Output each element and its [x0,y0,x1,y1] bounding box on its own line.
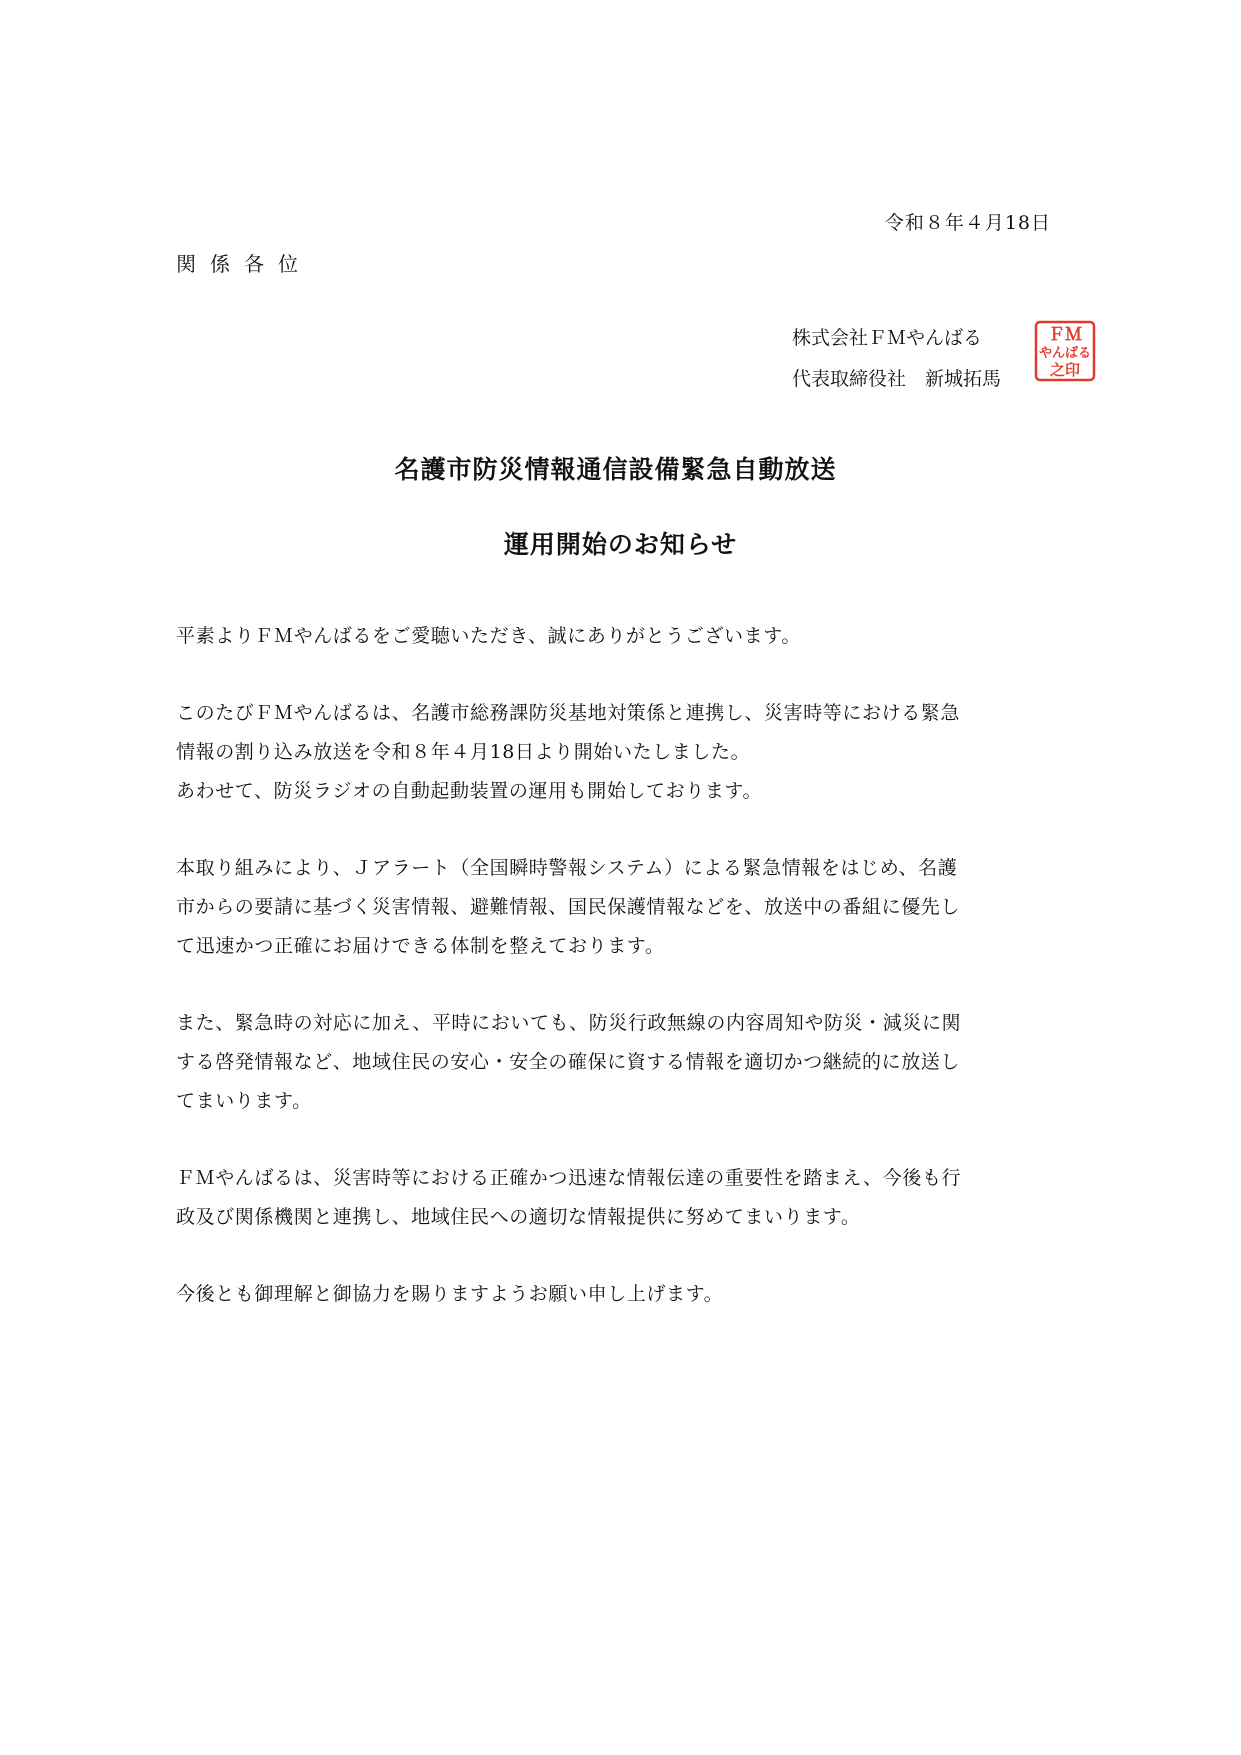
body-line: 今後とも御理解と御協力を賜りますようお願い申し上げます。 [176,1283,724,1305]
body-paragraph [176,1004,1056,1121]
body-line: する啓発情報など、地域住民の安心・安全の確保に資する情報を適切かつ継続的に放送し [176,1051,961,1073]
sender-company: 株式会社ＦＭやんばる [792,327,983,349]
body-paragraph [176,694,1056,811]
addressee: 関係各位 [176,252,312,276]
seal-text-top: ＦＭ [1048,325,1082,345]
body-line: 平素よりＦＭやんばるをご愛聴いただき、誠にありがとうございます。 [176,625,801,647]
document-title-line1: 名護市防災情報通信設備緊急自動放送 [394,455,837,484]
body-line: 政及び関係機関と連携し、地域住民への適切な情報提供に努めてまいります。 [176,1206,861,1228]
body-paragraph [176,617,1056,656]
body-line: 本取り組みにより、Ｊアラート（全国瞬時警報システム）による緊急情報をはじめ、名護 [176,857,958,879]
body-line: 市からの要請に基づく災害情報、避難情報、国民保護情報などを、放送中の番組に優先し [176,896,961,918]
document-body [176,617,1056,1352]
company-seal-stamp [1034,320,1096,382]
body-paragraph [176,849,1056,966]
body-paragraph [176,1159,1056,1237]
body-line: あわせて、防災ラジオの自動起動装置の運用も開始しております。 [176,780,763,802]
seal-text-bottom: 之印 [1049,361,1081,379]
body-line: ＦＭやんばるは、災害時等における正確かつ迅速な情報伝達の重要性を踏まえ、今後も行 [176,1167,962,1189]
body-line: てまいります。 [176,1090,312,1112]
sender-representative: 代表取締役社 新城拓馬 [792,368,1002,390]
document-title-line2: 運用開始のお知らせ [503,530,738,559]
body-paragraph [176,1275,1056,1314]
body-line: このたびＦＭやんばるは、名護市総務課防災基地対策係と連携し、災害時等における緊急 [176,702,961,724]
document-date: 令和８年４月18日 [884,212,1051,234]
body-line: 情報の割り込み放送を令和８年４月18日より開始いたしました。 [176,741,751,763]
sender-block [792,318,1001,400]
body-line: て迅速かつ正確にお届けできる体制を整えております。 [176,935,665,957]
body-line: また、緊急時の対応に加え、平時においても、防災行政無線の内容周知や防災・減災に関 [176,1012,962,1034]
seal-text-middle: やんばる [1038,346,1092,361]
